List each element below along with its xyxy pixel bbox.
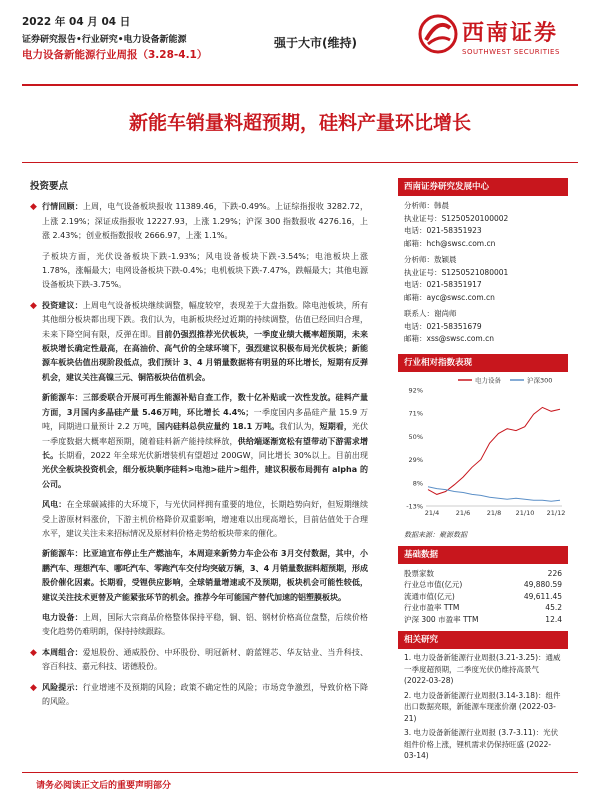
para-bold: 国内硅料总供应量约 18.1 万吨。 [156, 422, 280, 432]
basic-data-title: 基础数据 [398, 546, 568, 564]
investment-summary [30, 180, 368, 715]
company-logo [418, 10, 568, 68]
analyst-email[interactable]: 邮箱：hch@swsc.com.cn [404, 238, 496, 248]
y-tick-label: 8% [412, 478, 423, 487]
analyst-cert: 执业证号：S1250520100002 [404, 213, 509, 223]
bullet-label: 本周组合： [42, 647, 83, 657]
bullet-text: 爱旭股份、通威股份、中环股份、明冠新材、蔚蓝锂芯、华友钴业、当升科技、容百科技、嘉元科技、诺德股份。 [42, 647, 369, 672]
perf-title: 行业相对指数表现 [398, 354, 568, 372]
para-bold: 三部委联合开展可再生能源补贴自查工作，数十亿补贴或一次性发放。硅料产量方面，3月国内多晶硅产量 5.46万吨，环比增长 4.4%； [42, 393, 369, 417]
para-text: 长期看，2022 年全球光伏新增装机有望超过 200GW，同比增长 30%以上。目前出现 [58, 450, 368, 460]
analyst-tel: 电话：021-58351923 [404, 226, 482, 235]
legend-label: 沪深300 [527, 376, 553, 384]
data-key: 股票家数 [404, 568, 434, 578]
sub-sector-paragraph: 子板块方面，光伏设备板块下跌-1.93%；风电设备板块下跌-3.54%；电池板块上涨 1.78%，涨幅最大；电网设备板块下跌-0.4%；电机板块下跌-7.47%，跌幅最大；其他电源设备板块下跌-3.75%。 [42, 251, 368, 290]
bullet-icon: ◆ [30, 682, 37, 693]
contact-email[interactable]: 邮箱：xss@swsc.com.cn [404, 334, 494, 343]
related-list [398, 649, 568, 768]
related-item[interactable]: 2. 电力设备新能源行业周报(3.14-3.18)：组件出口数据亮眼，新能源车现涨价潮 (2022-03-21) [404, 690, 561, 723]
wind-paragraph [30, 498, 368, 541]
header-divider [22, 84, 578, 86]
para-text: 上周，国际大宗商品价格整体保持平稳，铜、铝、钢材价格高位盘整，后续价格变化趋势仍难明朗，保持持续跟踪。 [42, 612, 369, 637]
section-heading: 投资要点 [30, 181, 69, 192]
y-tick-label: 50% [408, 432, 423, 441]
y-tick-label: 29% [408, 455, 423, 464]
basic-data-table [398, 564, 568, 626]
data-value: 45.2 [545, 603, 562, 612]
bullet-bold-text: 目前仍强烈推荐光伏板块，一季度业绩大概率超预期，未来板块增长确定性最高，在高油价、高气价的全球环境下，强烈建议积极布局光伏板块；新能源车板块估值出现阶段低点，我们预计 3、4 月销量数据将有明显的环比增长，短期有反弹机会，建议关注高镍三元、铜箔板块估值机会。 [42, 329, 368, 382]
data-row [398, 591, 568, 603]
contact-name: 联系人：谢尚师 [404, 309, 457, 318]
sidebar [398, 178, 568, 768]
para-text: 在全球碳减排的大环境下，与光伏同样拥有重要的地位，长期趋势向好，但短期继续受上游原材料涨价，下游主机价格降价双重影响，增速难以出现高增长，目前估值处于合理水平，建议关注未来招标情况及原材料价格走势给板块带来的催化。 [42, 500, 369, 538]
para-text: 我们认为， [279, 422, 320, 432]
analyst-email[interactable]: 邮箱：ayc@swsc.com.cn [404, 292, 495, 302]
bullet-text: 行业增速不及预期的风险；政策不确定性的风险；市场竞争激烈，导致价格下降的风险。 [42, 682, 369, 706]
report-date: 2022 年 04 月 04 日 [22, 16, 131, 28]
data-key: 沪深 300 市盈率 TTM [404, 614, 479, 624]
data-key: 流通市值(亿元) [404, 591, 455, 601]
rating: 强于大市(维持) [274, 36, 357, 50]
x-tick-label: 21/12 [546, 508, 566, 517]
bullet-investment-advice [30, 299, 368, 385]
bullet-portfolio [30, 646, 368, 675]
bullet-label: 行情回顾： [42, 202, 83, 212]
logo-mark-icon [418, 14, 458, 54]
x-tick-label: 21/4 [424, 508, 440, 517]
para-bold: 供给端逐渐宽松有望带动下游需求增长。 [42, 436, 369, 460]
analyst-list [398, 196, 568, 350]
bullet-icon: ◆ [30, 202, 37, 213]
y-tick-label: 92% [408, 386, 423, 394]
related-title: 相关研究 [398, 631, 568, 649]
title-divider [22, 162, 578, 163]
analyst-name: 分析师：敖颖晨 [404, 255, 457, 264]
para-bold: 短期看， [319, 422, 352, 432]
team-title: 西南证券研究发展中心 [398, 178, 568, 196]
data-value: 12.4 [545, 614, 562, 624]
logo-text: 西南证券 [462, 20, 559, 46]
report-subtitle: 电力设备新能源行业周报（3.28-4.1） [22, 49, 208, 61]
x-tick-label: 21/8 [486, 508, 502, 517]
analyst-name: 分析师：韩晨 [404, 201, 449, 210]
report-title: 新能车销量料超预期，硅料产量环比增长 [128, 112, 471, 134]
para-label: 新能源车： [42, 549, 83, 559]
logo-english: SOUTHWEST SECURITIES [462, 48, 560, 56]
bullet-text: 上周电气设备板块继续调整，幅度较窄，表现差于大盘指数。除电池板块，所有其他细分板块都出现下跌。我们认为，电新板块经过近期的持续调整，估值已经回归合理，未来下降空间有限，反弹在即。 [42, 300, 369, 339]
para-text: 本周迎来新势力车企公布 3月交付数据，其中，小鹏汽车、理想汽车、哪吒汽车、零跑汽车交付均突破万辆，3、4 月销量数据料超预期，形成股价催化因素。长期看，受锂供应影响，全球销量增速或不及预期，板块机会可能性较低，建议关注技术更替及产能紧张环节的机会。推荐今年可能国产替代加速的铝塑膜板块。 [42, 549, 369, 602]
related-item[interactable]: 1. 电力设备新能源行业周报(3.21-3.25)：通威一季度超预期，二季度光伏仍维持高景气 (2022-03-28) [404, 653, 561, 685]
legend-label: 电力设备 [475, 376, 501, 384]
bullet-label: 风险提示： [42, 682, 83, 692]
para-label: 新能源车： [42, 393, 83, 403]
contact-tel: 电话：021-58351679 [404, 321, 482, 331]
nev-paragraph [30, 391, 368, 492]
nev-car-paragraph [30, 547, 368, 605]
chart-svg [398, 372, 568, 532]
analyst-tel: 电话：021-58351917 [404, 280, 482, 289]
chart-source: 数据来源：聚源数据 [404, 530, 467, 539]
para-label: 风电： [42, 500, 67, 510]
para-bold: 光伏全板块投资机会，细分板块顺序硅料>电池>硅片>组件，建议积极布局拥有 alpha 的公司。 [42, 465, 368, 489]
data-key: 行业市盈率 TTM [404, 603, 460, 612]
bullet-icon: ◆ [30, 647, 37, 658]
data-row [398, 614, 568, 626]
x-tick-label: 21/6 [455, 508, 471, 517]
data-value: 49,880.59 [523, 580, 562, 589]
data-row [398, 579, 568, 591]
para-bold: 比亚迪宣布停止生产燃油车， [82, 549, 189, 559]
para-text: 光伏一季度数据大概率超预期，随着硅料新产能持续释放， [42, 422, 369, 446]
power-equipment-paragraph [30, 611, 368, 640]
para-text: 一季度国内多晶硅产量 15.9 万吨，同期进口量预计 2.2 万吨， [42, 407, 368, 432]
data-value: 49,611.45 [523, 591, 562, 601]
data-key: 行业总市值(亿元) [404, 580, 463, 589]
x-tick-label: 21/10 [515, 508, 535, 517]
series-line [428, 407, 560, 494]
y-tick-label: -13% [406, 502, 423, 510]
analyst-cert: 执业证号：S1250521080001 [404, 267, 509, 277]
footer-divider [22, 772, 578, 773]
bullet-label: 投资建议： [42, 300, 83, 310]
bullet-market-review [30, 200, 368, 243]
performance-chart [398, 372, 568, 542]
data-value: 226 [547, 568, 562, 578]
report-category: 证券研究报告•行业研究•电力设备新能源 [22, 35, 187, 45]
para-label: 电力设备： [42, 612, 83, 622]
data-row [398, 568, 568, 580]
bullet-risk [30, 681, 368, 710]
y-tick-label: 71% [408, 409, 423, 418]
series-line [428, 486, 560, 501]
footer-disclaimer: 请务必阅读正文后的重要声明部分 [36, 781, 172, 791]
bullet-icon: ◆ [30, 300, 37, 311]
related-item[interactable]: 3. 电力设备新能源行业周报 (3.7-3.11)：光伏组件价格上涨，锂机需求仍保持旺盛 (2022-03-14) [404, 728, 559, 760]
data-row [398, 602, 568, 614]
bullet-text: 上周，电气设备板块报收 11389.46，下跌-0.49%。上证综指报收 3282.72，上涨 2.19%；深证成指报收 12227.93，上涨 1.29%；沪深 300 指数报收 4276.16，上涨 2.43%；创业板指数报收 2666.97，上涨 1.1%。 [42, 202, 369, 241]
